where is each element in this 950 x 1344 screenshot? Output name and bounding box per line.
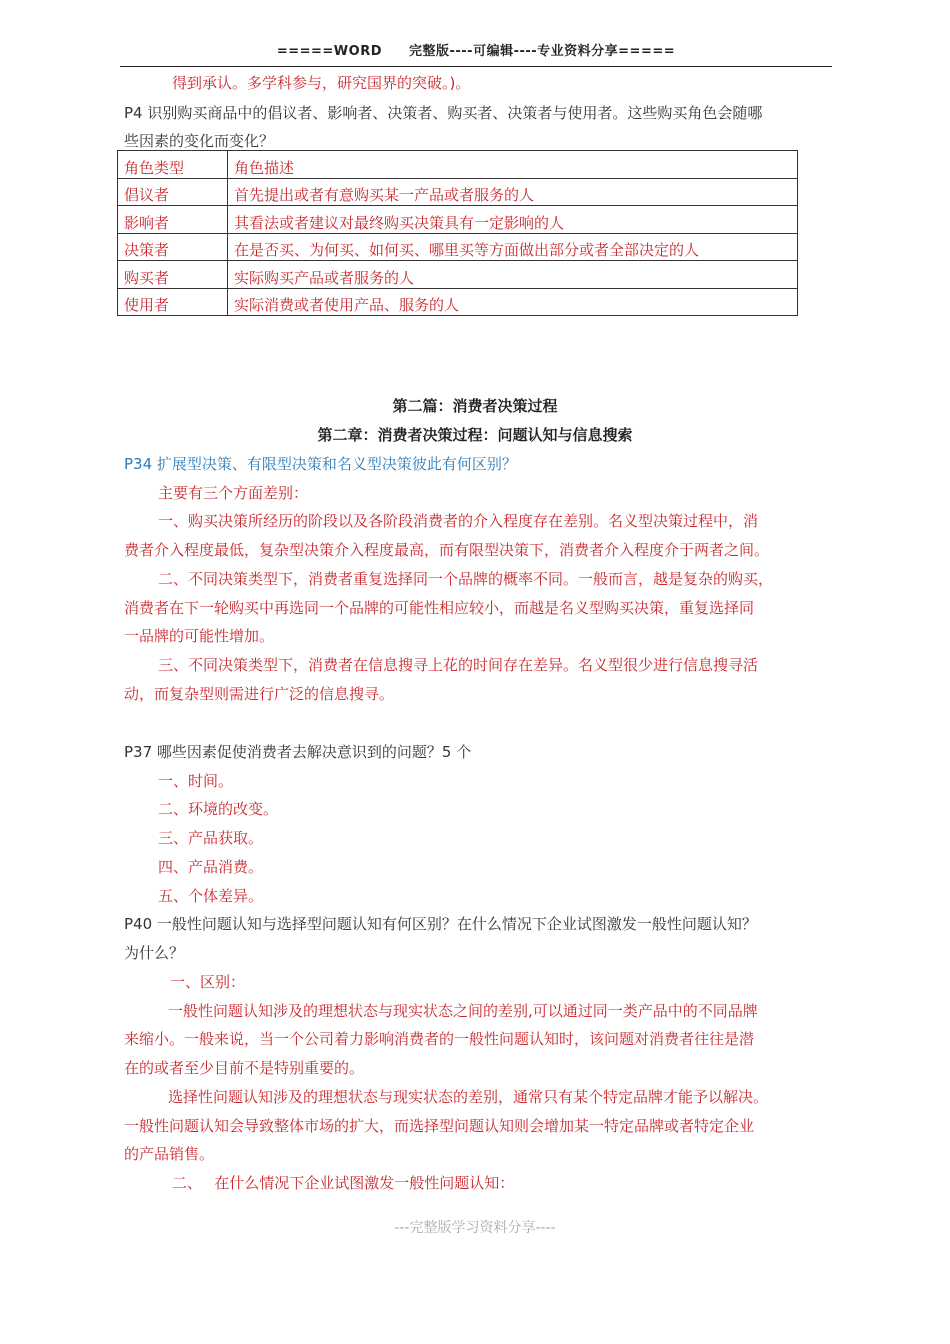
p40-question-line2: 为什么？ <box>124 944 185 962</box>
table-cell-description: 在是否买、为何买、如何买、哪里买等方面做出部分或者全部决定的人 <box>228 233 798 261</box>
p37-item: 一、时间。 <box>158 772 234 790</box>
table-row <box>118 206 798 234</box>
p37-question: P37 哪些因素促使消费者去解决意识到的问题？5 个 <box>124 743 472 761</box>
p34-line: 二、不同决策类型下，消费者重复选择同一个品牌的概率不同。一般而言，越是复杂的购买， <box>158 570 774 588</box>
table-cell-role: 倡议者 <box>118 178 228 206</box>
table-cell-description: 其看法或者建议对最终购买决策具有一定影响的人 <box>228 206 798 234</box>
p34-line: 消费者在下一轮购买中再选同一个品牌的可能性相应较小，而越是名义型购买决策，重复选择同 <box>124 599 755 617</box>
table-cell-role: 决策者 <box>118 233 228 261</box>
chapter-title: 第二章：消费者决策过程：问题认知与信息搜索 <box>317 426 633 444</box>
table-cell-description: 首先提出或者有意购买某一产品或者服务的人 <box>228 178 798 206</box>
p40-line: 来缩小。一般来说，当一个公司着力影响消费者的一般性问题认知时，该问题对消费者往往是潜 <box>124 1030 755 1048</box>
table-row <box>118 288 798 316</box>
p34-line: 三、不同决策类型下，消费者在信息搜寻上花的时间存在差异。名义型很少进行信息搜寻活 <box>158 656 759 674</box>
p37-item: 二、环境的改变。 <box>158 800 279 818</box>
table-row <box>118 233 798 261</box>
table-cell-role: 购买者 <box>118 261 228 289</box>
p34-line: 一、购买决策所经历的阶段以及各阶段消费者的介入程度存在差别。名义型决策过程中，消 <box>158 512 759 530</box>
page-header: =====WORD 完整版----可编辑----专业资料分享===== <box>120 40 832 67</box>
p40-line: 一、区别： <box>170 973 246 991</box>
p40-line: 的产品销售。 <box>124 1145 215 1163</box>
table-cell-role: 使用者 <box>118 288 228 316</box>
p37-item: 四、产品消费。 <box>158 858 264 876</box>
p4-question-line2: 些因素的变化而变化？ <box>124 132 275 150</box>
p34-line: 主要有三个方面差别： <box>158 484 309 502</box>
part-title: 第二篇：消费者决策过程 <box>392 397 558 415</box>
p4-question-line1: P4 识别购买商品中的倡议者、影响者、决策者、购买者、决策者与使用者。这些购买角色会随哪 <box>124 104 763 122</box>
p34-line: 一品牌的可能性增加。 <box>124 627 275 645</box>
table-cell-description: 实际消费或者使用产品、服务的人 <box>228 288 798 316</box>
p34-question: P34 扩展型决策、有限型决策和名义型决策彼此有何区别？ <box>124 455 517 473</box>
table-row <box>118 178 798 206</box>
p40-line: 一般性问题认知会导致整体市场的扩大，而选择型问题认知则会增加某一特定品牌或者特定企业 <box>124 1117 755 1135</box>
roles-table <box>117 150 798 316</box>
p40-line: 选择性问题认知涉及的理想状态与现实状态的差别，通常只有某个特定品牌才能予以解决。 <box>168 1088 769 1106</box>
table-row <box>118 261 798 289</box>
p40-question-line1: P40 一般性问题认知与选择型问题认知有何区别？在什么情况下企业试图激发一般性问题认知？ <box>124 915 757 933</box>
table-header-cell: 角色描述 <box>228 151 798 179</box>
table-header-row <box>118 151 798 179</box>
page-footer: ---完整版学习资料分享---- <box>394 1220 556 1236</box>
table-cell-role: 影响者 <box>118 206 228 234</box>
p34-line: 动，而复杂型则需进行广泛的信息搜寻。 <box>124 685 395 703</box>
p34-line: 费者介入程度最低，复杂型决策介入程度最高，而有限型决策下，消费者介入程度介于两者之间。 <box>124 541 770 559</box>
p37-item: 三、产品获取。 <box>158 829 264 847</box>
table-cell-description: 实际购买产品或者服务的人 <box>228 261 798 289</box>
p37-item: 五、个体差异。 <box>158 887 264 905</box>
p40-line: 一般性问题认知涉及的理想状态与现实状态之间的差别,可以通过同一类产品中的不同品牌 <box>168 1002 758 1020</box>
intro-line: 得到承认。多学科参与，研究国界的突破。)。 <box>172 74 471 92</box>
table-header-cell: 角色类型 <box>118 151 228 179</box>
p40-line: 二、 在什么情况下企业试图激发一般性问题认知： <box>172 1174 515 1192</box>
p40-line: 在的或者至少目前不是特别重要的。 <box>124 1059 365 1077</box>
